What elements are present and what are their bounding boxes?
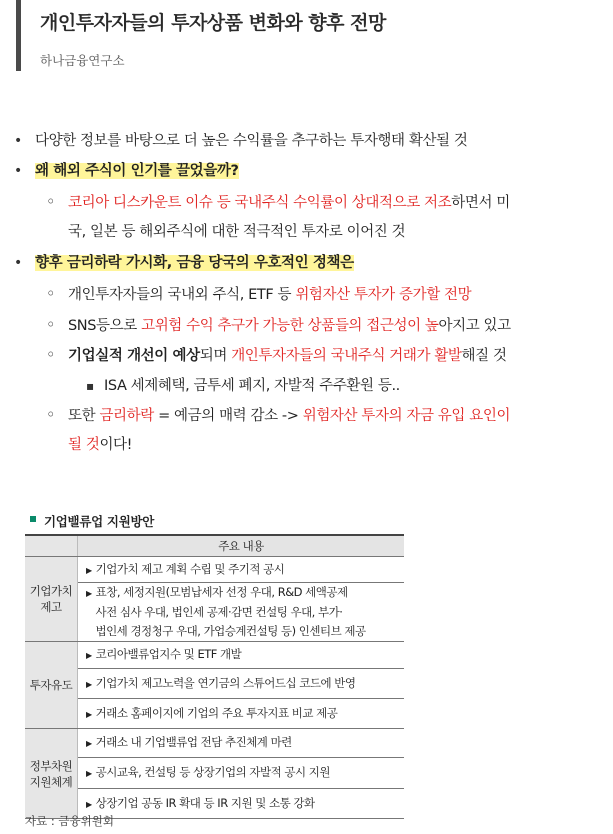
- text: 아지고 있고: [438, 318, 511, 334]
- circle-bullet-icon: [46, 405, 55, 426]
- disc-bullet-icon: [14, 161, 22, 181]
- red-text: 위험자산 투자의 자금 유입 요인이: [302, 408, 511, 424]
- circle-bullet-icon: [46, 192, 55, 213]
- text: 하면서 미: [451, 195, 510, 211]
- table-row: [78, 789, 405, 819]
- table-category: [25, 729, 78, 819]
- bullet-subitem: [68, 406, 510, 426]
- header-accent-bar: [16, 0, 21, 71]
- triangle-bullet-icon: ▶: [86, 679, 92, 689]
- table-row: [78, 729, 405, 758]
- row-text: 거래소 홈페이지에 기업의 주요 투자지표 비교 제공: [95, 705, 338, 720]
- category-label: 투자유도: [29, 678, 73, 692]
- value-up-support-table: [25, 534, 404, 819]
- triangle-bullet-icon: ▶: [86, 651, 92, 660]
- text: 또한: [68, 408, 100, 424]
- triangle-bullet-icon: ▶: [86, 799, 92, 809]
- red-text: 개인투자자들의 국내주식 거래가 활발: [231, 348, 462, 364]
- disc-bullet-icon: [14, 253, 22, 273]
- table-row: [78, 669, 405, 699]
- red-text: 금리하락: [99, 408, 154, 424]
- highlight-text: 향후 금리하락 가시화, 금융 당국의 우호적인 정책은: [35, 255, 354, 271]
- text: 되며: [199, 348, 232, 364]
- table-header: 주요 내용: [78, 535, 405, 557]
- circle-bullet-icon: [46, 315, 55, 336]
- square-bullet-icon: [86, 376, 94, 396]
- row-text: 코리아밸류업지수 및 ETF 개발: [95, 647, 242, 661]
- row-text: 사전 심사 우대, 법인세 공제·감면 컨설팅 우대, 부가·: [95, 605, 343, 619]
- bullet-subitem-continued: [68, 435, 132, 455]
- bullet-subitem: [68, 193, 510, 213]
- bullet-subsubitem: ISA 세제혜택, 금투세 폐지, 자발적 주주환원 등..: [104, 378, 400, 394]
- figure-source: 자료 : 금융위원회: [25, 814, 114, 828]
- row-text: 거래소 내 기업밸류업 전담 추진체계 마련: [95, 735, 292, 749]
- red-text: 고위험 수익 추구가 가능한 상품들의 접근성이 높: [141, 318, 439, 334]
- row-text: 상장기업 공동 IR 확대 등 IR 지원 및 소통 강화: [95, 795, 315, 810]
- circle-bullet-icon: [46, 345, 55, 366]
- table-row: [78, 557, 405, 583]
- red-text: 될 것: [68, 437, 100, 453]
- figure-title: [32, 512, 154, 530]
- category-label: 정부차원 지원체계: [29, 758, 73, 789]
- triangle-bullet-icon: ▶: [86, 769, 92, 778]
- bullet-item: 다양한 정보를 바탕으로 더 높은 수익률을 추구하는 투자행태 확산될 것: [35, 133, 468, 149]
- highlight-text: 왜 해외 주식이 인기를 끌었을까?: [35, 163, 239, 179]
- bullet-item: [35, 253, 354, 273]
- row-text: 기업가치 제고 계획 수립 및 주기적 공시: [95, 561, 285, 576]
- text: SNS등으로: [68, 318, 142, 334]
- row-text: 기업가치 제고노력을 연기금의 스튜어드십 코드에 반영: [95, 675, 356, 690]
- red-text: 위험자산 투자가 증가할 전망: [295, 287, 472, 303]
- triangle-bullet-icon: ▶: [86, 739, 92, 748]
- bullet-subitem: [68, 346, 507, 366]
- disc-bullet-icon: [14, 131, 22, 151]
- bullet-subitem: [68, 285, 471, 305]
- bullet-subitem: [68, 316, 511, 336]
- category-label: 기업가치 제고: [29, 584, 73, 614]
- triangle-bullet-icon: ▶: [86, 709, 92, 719]
- table-header-blank: [25, 535, 78, 557]
- table-row: [78, 699, 405, 729]
- text: 해질 것: [461, 348, 507, 364]
- triangle-bullet-icon: ▶: [86, 589, 92, 598]
- circle-bullet-icon: [46, 284, 55, 305]
- text: 이다!: [99, 437, 133, 453]
- row-text: 법인세 경정청구 우대, 가업승계컨설팅 등) 인센티브 제공: [95, 624, 366, 638]
- table-row: [78, 758, 405, 789]
- table-row: [78, 642, 405, 669]
- triangle-bullet-icon: ▶: [86, 565, 92, 575]
- row-text: 표창, 세정지원(모범납세자 선정 우대, R&D 세액공제: [95, 585, 348, 599]
- figure-title-text: 기업밸류업 지원방안: [44, 514, 155, 529]
- text: 개인투자자들의 국내외 주식, ETF 등: [68, 287, 296, 303]
- page-title: 개인투자자들의 투자상품 변화와 향후 전망: [40, 12, 386, 34]
- bold-text: 기업실적 개선이 예상: [68, 348, 200, 364]
- bullet-item: [35, 161, 239, 181]
- page-subtitle: 하나금융연구소: [40, 53, 125, 68]
- bullet-subitem-continued: 국, 일본 등 해외주식에 대한 적극적인 투자로 이어진 것: [68, 224, 406, 240]
- table-category: [25, 557, 78, 642]
- table-category: [25, 642, 78, 729]
- red-text: 코리아 디스카운트 이슈 등 국내주식 수익률이 상대적으로 저조: [68, 195, 452, 211]
- row-text: 공시교육, 컨설팅 등 상장기업의 자발적 공시 지원: [95, 765, 330, 779]
- text: = 예금의 매력 감소 ->: [153, 408, 303, 424]
- table-row: [78, 583, 405, 642]
